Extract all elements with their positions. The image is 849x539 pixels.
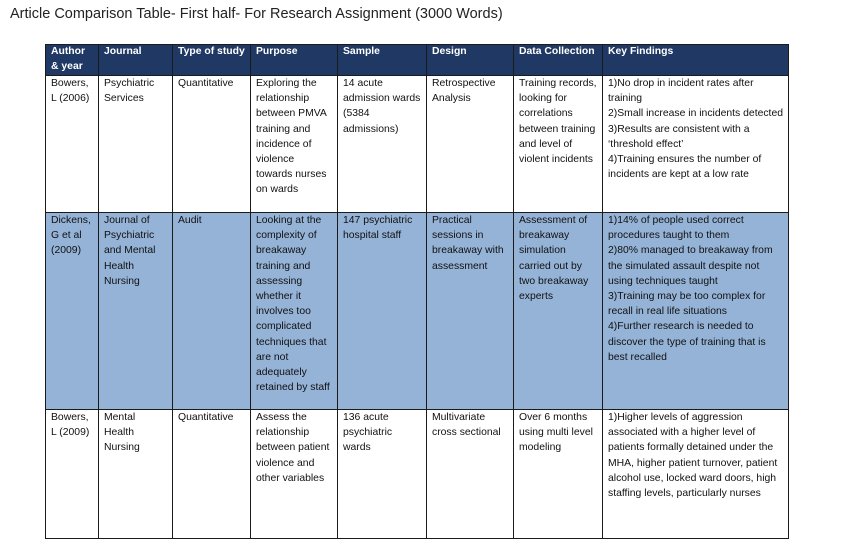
table-header-row — [46, 45, 789, 76]
header-design: Design — [427, 45, 514, 76]
document-title: Article Comparison Table- First half- For Research Assignment (3000 Words) — [10, 6, 503, 22]
cell-journal: Journal of Psychiatric and Mental Health Nursing — [99, 213, 173, 410]
header-data-collection: Data Collection — [514, 45, 603, 76]
cell-key-findings — [603, 410, 789, 539]
finding-item: 3)Training may be too complex for recall in real life situations — [608, 291, 766, 318]
finding-item: 2)Small increase in incidents detected — [608, 108, 784, 120]
cell-purpose: Looking at the complexity of breakaway training and assessing whether it involves too complicated techniques that are not adequately retained by staff — [251, 213, 338, 410]
cell-type: Quantitative — [173, 76, 251, 213]
cell-design: Retrospective Analysis — [427, 76, 514, 213]
cell-design: Multivariate cross sectional — [427, 410, 514, 539]
cell-journal: Psychiatric Services — [99, 76, 173, 213]
cell-author: Dickens, G et al (2009) — [46, 213, 99, 410]
cell-purpose: Assess the relationship between patient violence and other variables — [251, 410, 338, 539]
cell-data-collection: Training records, looking for correlations between training and level of violent incidents — [514, 76, 603, 213]
header-type-of-study: Type of study — [173, 45, 251, 76]
finding-item: 2)80% managed to breakaway from the simulated assault despite not using techniques taught — [608, 245, 773, 287]
finding-item: 1)No drop in incident rates after training — [608, 78, 754, 105]
header-journal: Journal — [99, 45, 173, 76]
table-row — [46, 76, 789, 213]
finding-item: 1)14% of people used correct procedures taught to them — [608, 215, 744, 242]
header-key-findings: Key Findings — [603, 45, 789, 76]
header-author-year: Author & year — [46, 45, 99, 76]
finding-item: 3)Results are consistent with a ‘threshold effect’ — [608, 123, 750, 150]
cell-sample: 14 acute admission wards (5384 admissions) — [338, 76, 427, 213]
cell-design: Practical sessions in breakaway with assessment — [427, 213, 514, 410]
cell-sample: 147 psychiatric hospital staff — [338, 213, 427, 410]
table-row — [46, 410, 789, 539]
cell-author: Bowers, L (2009) — [46, 410, 99, 539]
cell-journal: Mental Health Nursing — [99, 410, 173, 539]
cell-key-findings — [603, 213, 789, 410]
cell-purpose: Exploring the relationship between PMVA training and incidence of violence towards nurses on wards — [251, 76, 338, 213]
finding-item: 4)Training ensures the number of incidents are kept at a low rate — [608, 154, 762, 181]
cell-type: Quantitative — [173, 410, 251, 539]
cell-data-collection: Over 6 months using multi level modeling — [514, 410, 603, 539]
cell-data-collection: Assessment of breakaway simulation carried out by two breakaway experts — [514, 213, 603, 410]
table-row — [46, 213, 789, 410]
finding-item: 4)Further research is needed to discover the type of training that is best recalled — [608, 321, 766, 363]
header-purpose: Purpose — [251, 45, 338, 76]
header-sample: Sample — [338, 45, 427, 76]
cell-key-findings — [603, 76, 789, 213]
article-comparison-table — [45, 44, 789, 539]
cell-type: Audit — [173, 213, 251, 410]
cell-author: Bowers, L (2006) — [46, 76, 99, 213]
finding-item: 1)Higher levels of aggression associated with a higher level of patients formally detained under the MHA, higher patient turnover, patient alcohol use, locked ward doors, high staffing levels, particularly nurses — [608, 412, 778, 500]
cell-sample: 136 acute psychiatric wards — [338, 410, 427, 539]
